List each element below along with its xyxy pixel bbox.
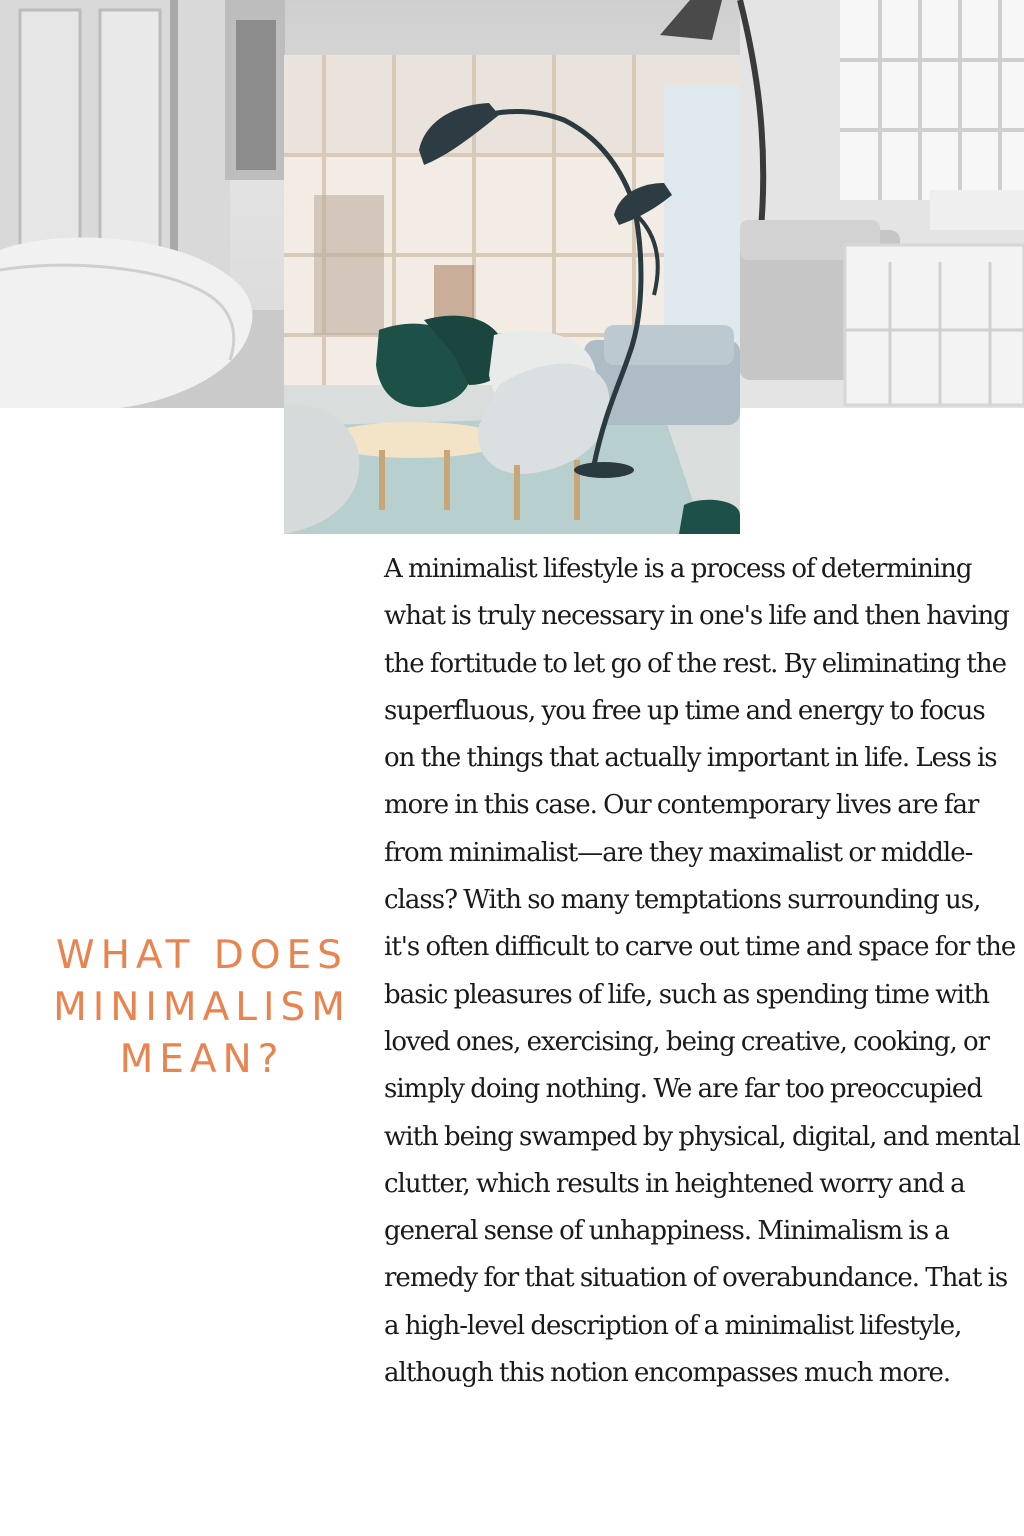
section-heading: WHAT DOES MINIMALISM MEAN? (53, 933, 351, 1082)
foreground-interior-photo (284, 55, 740, 534)
body-paragraph: A minimalist lifestyle is a process of determining what is truly necessary in one's life and then having the fortitude to let go of the rest. By eliminating the superfluous, you free up time and energy to focus on the things that actually important in life. Less is more in this case. Our contemporary lives are far from minimalist—are they maximalist or middle-class? With so many temptations surrounding us, it's often difficult to carve out time and space for the basic pleasures of life, such as spending time with loved ones, exercising, being creative, cooking, or simply doing nothing. We are far too preoccupied with being swamped by physical, digital, and mental clutter, which results in heightened worry and a general sense of unhappiness. Minimalism is a remedy for that situation of overabundance. That is a high-level description of a minimalist lifestyle, although this notion encompasses much more. (384, 554, 1020, 1389)
